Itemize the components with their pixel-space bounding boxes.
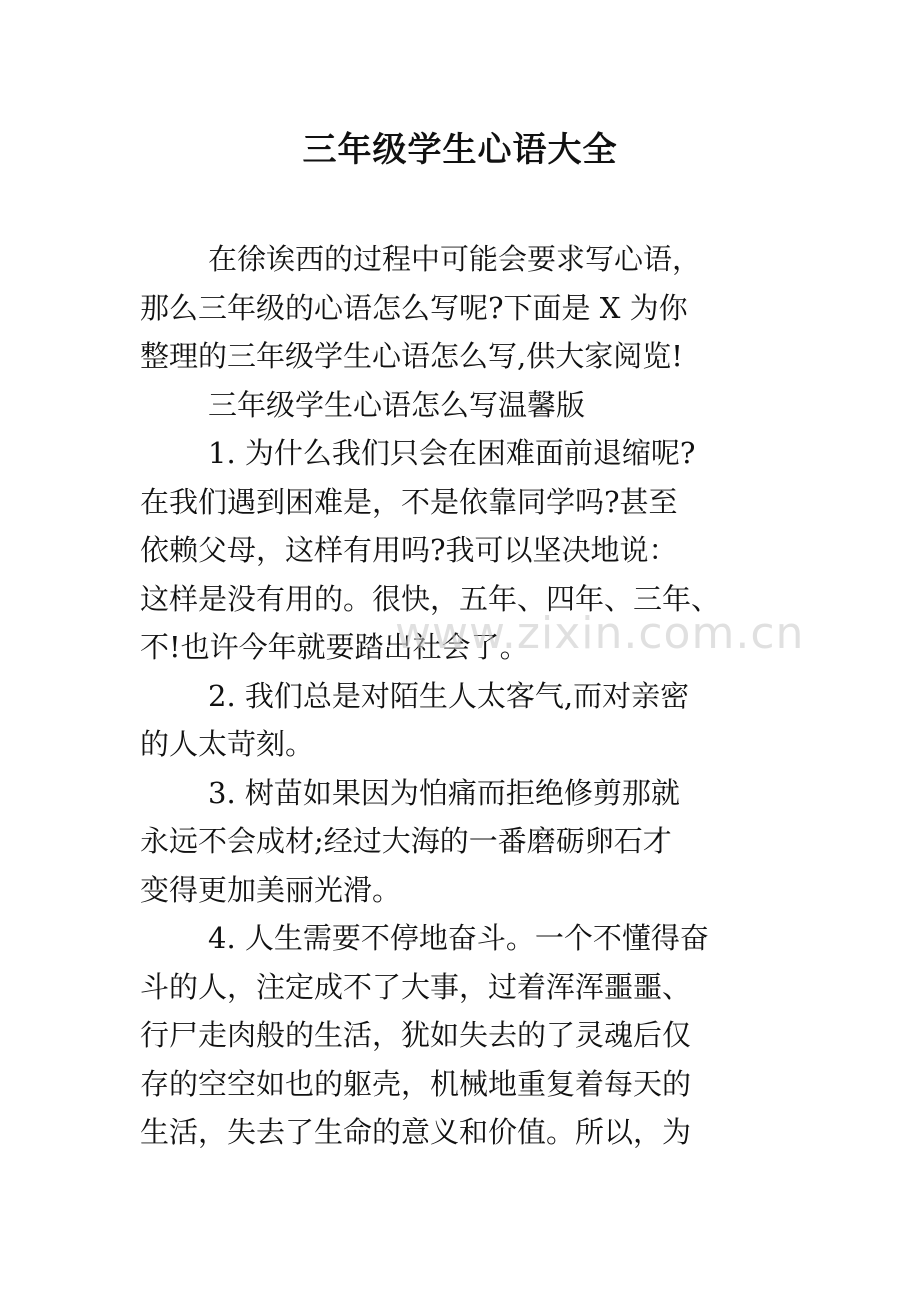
- document-body: [140, 235, 790, 1157]
- body-line: 2. 我们总是对陌生人太客气,而对亲密: [208, 678, 690, 713]
- watermark-text: www.zixin.com.cn: [395, 608, 805, 659]
- body-line: 不!也许今年就要踏出社会了。: [140, 630, 529, 664]
- body-line: 斗的人，注定成不了大事，过着浑浑噩噩、: [140, 969, 692, 1004]
- body-line: 这样是没有用的。很快，五年、四年、三年、: [140, 581, 721, 616]
- body-line: 存的空空如也的躯壳，机械地重复着每天的: [140, 1066, 692, 1101]
- body-line: 在徐诶西的过程中可能会要求写心语，: [208, 242, 702, 276]
- body-line: 行尸走肉般的生活，犹如失去的了灵魂后仅: [140, 1018, 692, 1052]
- body-line: 整理的三年级学生心语怎么写,供大家阅览!: [140, 339, 683, 373]
- body-line: 3. 树苗如果因为怕痛而拒绝修剪那就: [208, 775, 680, 810]
- body-line: 那么三年级的心语怎么写呢?下面是 X 为你: [140, 290, 688, 325]
- body-line: 变得更加美丽光滑。: [140, 872, 402, 907]
- body-line: 三年级学生心语怎么写温馨版: [208, 387, 586, 422]
- body-line: 依赖父母，这样有用吗?我可以坚决地说：: [140, 533, 678, 567]
- body-line: 生活，失去了生命的意义和价值。所以，为: [140, 1115, 692, 1149]
- body-line: 在我们遇到困难是，不是依靠同学吗?甚至: [140, 484, 678, 519]
- body-line: 1. 为什么我们只会在困难面前退缩呢?: [208, 436, 696, 470]
- document-title: 三年级学生心语大全: [302, 130, 618, 170]
- body-line: 永远不会成材;经过大海的一番磨砺卵石才: [140, 824, 672, 858]
- body-line: 4. 人生需要不停地奋斗。一个不懂得奋: [208, 921, 709, 955]
- body-line: 的人太苛刻。: [140, 727, 315, 761]
